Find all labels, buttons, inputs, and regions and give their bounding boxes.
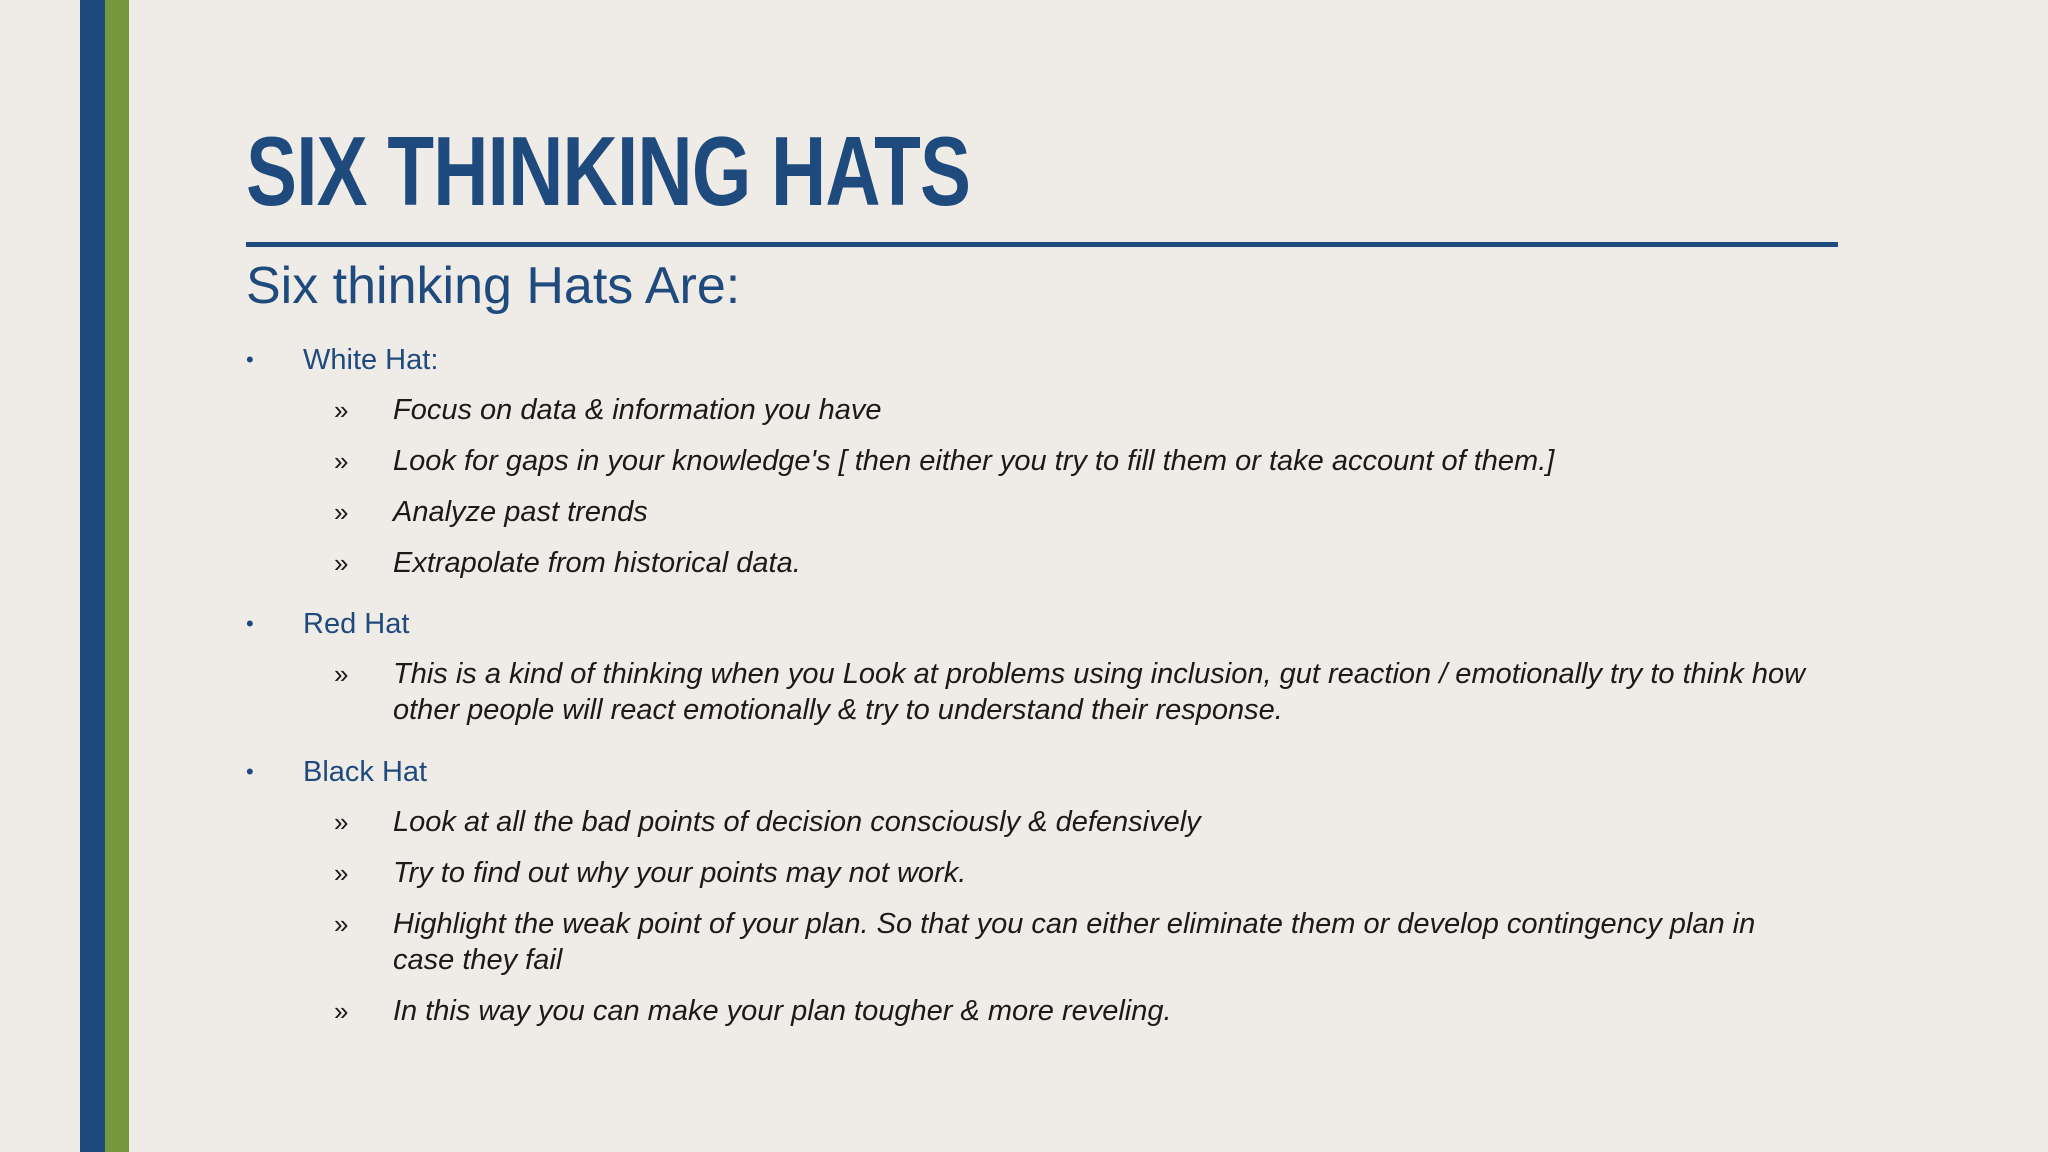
- slide-subtitle: Six thinking Hats Are:: [246, 257, 741, 315]
- sub-bullet-icon: »: [334, 996, 349, 1026]
- section-heading-label: White Hat:: [303, 344, 439, 376]
- list-item: [334, 804, 1814, 840]
- left-accent-stripe-blue: [80, 0, 105, 1152]
- list-item: [334, 656, 1814, 728]
- sub-bullet-icon: »: [334, 807, 349, 837]
- list-item-text: Try to find out why your points may not work.: [393, 857, 967, 889]
- list-item-text: Look for gaps in your knowledge's [ then either you try to fill them or take account of them.]: [393, 445, 1555, 477]
- section-heading-label: Red Hat: [303, 608, 410, 640]
- sub-bullet-icon: »: [334, 548, 349, 578]
- list-item-text: Analyze past trends: [393, 496, 648, 528]
- list-item-text: Look at all the bad points of decision consciously & defensively: [393, 806, 1201, 838]
- title-divider: [246, 242, 1838, 247]
- section-heading-label: Black Hat: [303, 756, 428, 788]
- sub-bullet-icon: »: [334, 858, 349, 888]
- sub-bullet-icon: »: [334, 446, 349, 476]
- list-item: [334, 443, 1814, 479]
- list-item-text: Extrapolate from historical data.: [393, 547, 801, 579]
- list-item-text: Focus on data & information you have: [393, 394, 882, 426]
- list-item: [334, 855, 1814, 891]
- list-item-text: In this way you can make your plan tougher & more reveling.: [393, 995, 1172, 1027]
- sub-bullet-icon: »: [334, 659, 349, 689]
- bullet-icon: •: [246, 759, 254, 784]
- slide-title: SIX THINKING HATS: [246, 116, 971, 226]
- sub-bullet-icon: »: [334, 497, 349, 527]
- sub-bullet-icon: »: [334, 395, 349, 425]
- bullet-icon: •: [246, 611, 254, 636]
- list-item: [334, 906, 1814, 978]
- list-item-text: Highlight the weak point of your plan. So that you can either eliminate them or develop contingency plan in case they fail: [393, 908, 1756, 976]
- list-item: [334, 545, 1814, 581]
- sub-bullet-icon: »: [334, 909, 349, 939]
- list-item-text: This is a kind of thinking when you Look at problems using inclusion, gut reaction / emotionally try to think how other people will react emotionally & try to understand their response.: [393, 658, 1806, 726]
- list-item: [334, 494, 1814, 530]
- list-item: [334, 993, 1814, 1029]
- bullet-icon: •: [246, 347, 254, 372]
- left-accent-stripe-green: [105, 0, 129, 1152]
- list-item: [334, 392, 1814, 428]
